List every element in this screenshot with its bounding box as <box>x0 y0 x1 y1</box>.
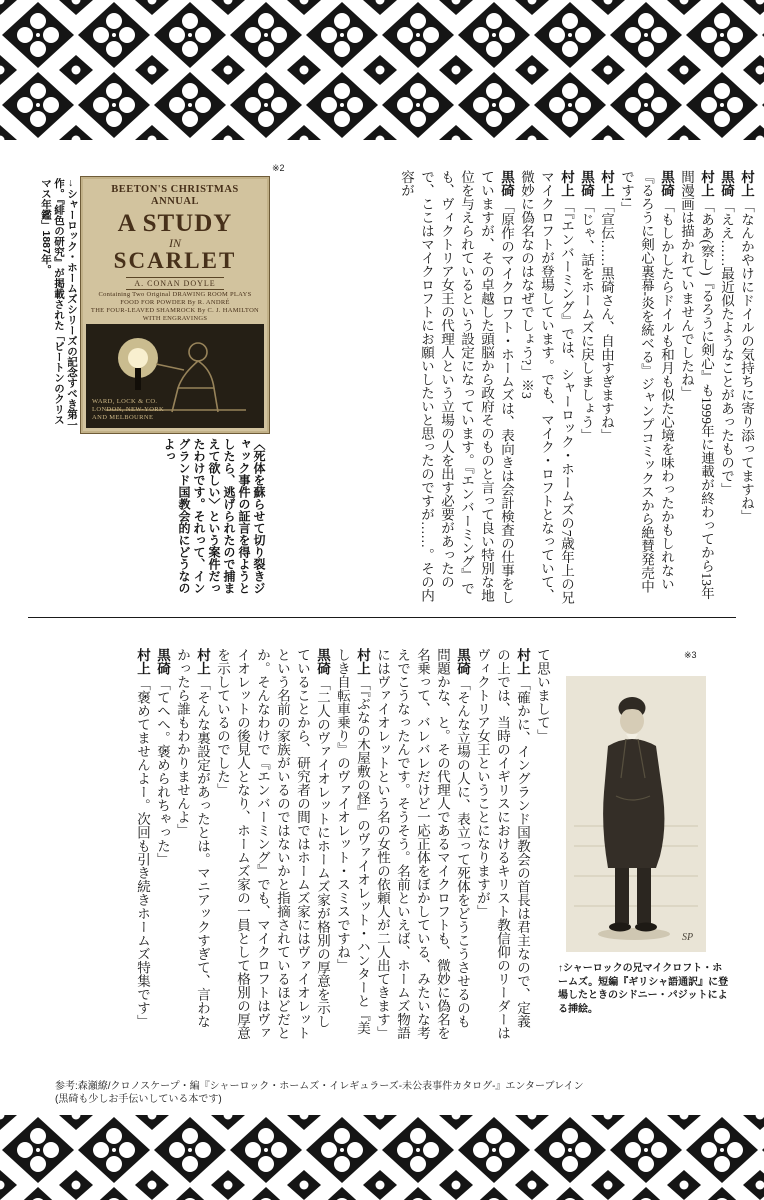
speaker-name: 村上 <box>699 170 714 197</box>
cover-play-2: THE FOUR-LEAVED SHAMROCK By C. J. HAMILTON <box>90 307 260 314</box>
speaker-name: 村上 <box>135 648 150 675</box>
speaker-name: 村上 <box>599 170 614 197</box>
dialogue-paragraph <box>532 648 552 1040</box>
dialogue-text: 「そんな裏設定があったとは。マニアックすぎて、言わなかったら誰もわかりませんよ」 <box>175 648 210 1028</box>
footer-reference <box>55 1080 584 1106</box>
speaker-name: 黒碕 <box>579 170 594 197</box>
ornamental-border-bottom <box>0 1115 764 1200</box>
portrait-caption: ↑シャーロックの兄マイクロフト・ホームズ。短編『ギリシャ語通訳』に登場したときのシドニー・パジットによる挿絵。 <box>558 963 729 1015</box>
dialogue-text: 「もしかしたらドイルも和月も似た心境を味わったかもしれない『るろうに剣心裏幕-炎を統べる』ジャンプコミックスから絶賛発売中です!」 <box>619 170 674 593</box>
speaker-name: 黒碕 <box>455 648 470 675</box>
dialogue-text: 「褒めてませんよー。次回も引き続きホームズ特集です」 <box>135 677 150 1028</box>
speaker-name: 黒碕 <box>499 170 514 197</box>
dialogue-paragraph <box>576 170 596 606</box>
dialogue-paragraph <box>676 170 716 606</box>
speaker-name: 村上 <box>355 648 370 675</box>
dialogue-text: 「ええ……最近似たようなことがあったもので」 <box>719 199 734 496</box>
section-divider <box>28 617 736 618</box>
speaker-name: 黒碕 <box>315 648 330 675</box>
cover-publisher <box>92 398 164 422</box>
cover-engravings-note: WITH ENGRAVINGS <box>142 315 208 322</box>
mycroft-portrait-art <box>566 676 706 952</box>
dialogue-text: 「宣伝……黒碕さん、自由すぎますね」 <box>599 199 614 442</box>
dialogue-text: 「二人のヴァイオレットにホームズ家が格別の厚意を示していることから、研究者の間ではホームズ家にはヴァイオレットという名前の家族がいるのではないかと指摘されているほどだとか。そんなわけで『エンバーミング』でも、マイクロフトはヴァイオレットの後見人となり、ホームズ家の一員として格別の厚意を示しているのでした」 <box>215 648 330 1040</box>
speaker-name: 村上 <box>195 648 210 675</box>
top-interview-text <box>396 170 756 606</box>
cover-contents-note: Containing Two Original DRAWING ROOM PLAYS <box>98 291 252 298</box>
dialogue-paragraph <box>132 648 152 1040</box>
speaker-name: 村上 <box>739 170 754 197</box>
dialogue-paragraph <box>616 170 676 606</box>
speaker-name: 黒碕 <box>659 170 674 197</box>
cover-author: A. CONAN DOYLE <box>126 277 223 290</box>
cover-title-line2: IN <box>169 236 181 250</box>
footer-reference-line1: 参考:森瀬繚/クロノスケープ・編『シャーロック・ホームズ・イレギュラーズ-未公表事件カタログ-』エンターブレイン <box>55 1081 584 1092</box>
dialogue-text: 「てへへ。褒められちゃった」 <box>155 677 170 866</box>
cover-title-line3: SCARLET <box>113 248 237 273</box>
portrait-signature: SP <box>682 932 694 943</box>
dialogue-text: 「原作のマイクロフト・ホームズは、表向きは会計検査の仕事をしていますが、その卓越した頭脳から政府そのものと言って良い特別な地位を与えられているという設定になっています。『エンバーミング』でも、ヴィクトリア女王の代理人という立場の人を出す必要があったので、ここはマイクロフトにお願いしたいと思ったのですが……。その内容が <box>399 170 514 604</box>
dialogue-text: 「『ぶなの木屋敷の怪』のヴァイオレット・ハンターと『美しき自転車乗り』のヴァイオレット・スミスですね」 <box>335 648 370 1035</box>
speaker-name: 黒碕 <box>719 170 734 197</box>
dialogue-paragraph <box>152 648 172 1040</box>
dialogue-paragraph <box>212 648 332 1040</box>
aside-quote: 〈死体を蘇らせて切り裂きジャック事件の証言を得ようとしたら、逃げられたので捕まえて欲しい〉という案件だったわけです。それって、イングランド国教会的にどうなのよっ <box>162 438 266 594</box>
note-marker-2: ※2 <box>272 163 285 173</box>
dialogue-paragraph <box>716 170 736 606</box>
footer-reference-line2: (黒碕も少しお手伝いしている本です) <box>55 1094 222 1105</box>
speaker-name: 黒碕 <box>155 648 170 675</box>
dialogue-text: 「確かに、イングランド国教会の首長は君主なので、定義の上では、当時のイギリスにおけるキリスト教信仰のリーダーはヴィクトリア女王ということになりますが」 <box>475 648 530 1040</box>
dialogue-paragraph <box>596 170 616 606</box>
cover-publisher-line1: WARD, LOCK & CO. <box>92 398 158 405</box>
ornamental-border-top <box>0 0 764 140</box>
mycroft-portrait <box>566 676 706 952</box>
dialogue-paragraph <box>736 170 756 606</box>
dialogue-text: 「『エンバーミング』では、シャーロック・ホームズの7歳年上の兄マイクロフトが登場しています。でも、マイク・ロフトとなっていて、微妙に偽名なのはなぜでしょう?」※3 <box>519 170 574 604</box>
dialogue-text: 「なんかやけにドイルの気持ちに寄り添ってますね」 <box>739 199 754 523</box>
book-cover-image <box>80 176 270 434</box>
cover-publisher-line3: AND MELBOURNE <box>92 414 154 421</box>
dialogue-paragraph <box>516 170 576 606</box>
dialogue-paragraph <box>332 648 372 1040</box>
cover-caption: →シャーロック・ホームズシリーズの記念すべき第一作。『緋色の研究』が掲載された「ビートンのクリスマス年鑑」1887年。 <box>40 178 78 430</box>
speaker-name: 村上 <box>515 648 530 675</box>
note-marker-3: ※3 <box>684 650 697 660</box>
dialogue-paragraph <box>396 170 516 606</box>
dialogue-text: 「ああ(察し)『るろうに剣心』も1999年に連載が終わってから13年間漫画は描かれていませんでしたね」 <box>679 170 714 600</box>
dialogue-text: て思いまして」 <box>535 648 550 743</box>
cover-title-line1: A STUDY <box>117 210 233 237</box>
cover-illustration <box>86 324 264 428</box>
dialogue-text: 「じゃ、話をホームズに戻しましょう」 <box>579 199 594 442</box>
bottom-interview-text <box>132 648 552 1040</box>
cover-publisher-line2: LONDON, NEW-YORK <box>92 406 165 413</box>
cover-play-1: FOOD FOR POWDER By R. ANDRÉ <box>120 299 230 306</box>
cover-masthead: BEETON'S CHRISTMAS ANNUAL <box>111 184 239 207</box>
dialogue-paragraph <box>472 648 532 1040</box>
dialogue-text: 「そんな立場の人に、表立って死体をどうこうさせるのも問題かな、と。その代理人であるマイクロフトも、微妙に偽名を名乗って、バレバレだけど一応正体をぼかしている、みたいな考えでこうなったんです。そうそう。名前といえば、ホームズ物語にはヴァイオレットという名の女性の依頼人が二人出てきます」 <box>375 648 470 1040</box>
dialogue-paragraph <box>172 648 212 1040</box>
speaker-name: 村上 <box>559 170 574 197</box>
dialogue-paragraph <box>372 648 472 1040</box>
